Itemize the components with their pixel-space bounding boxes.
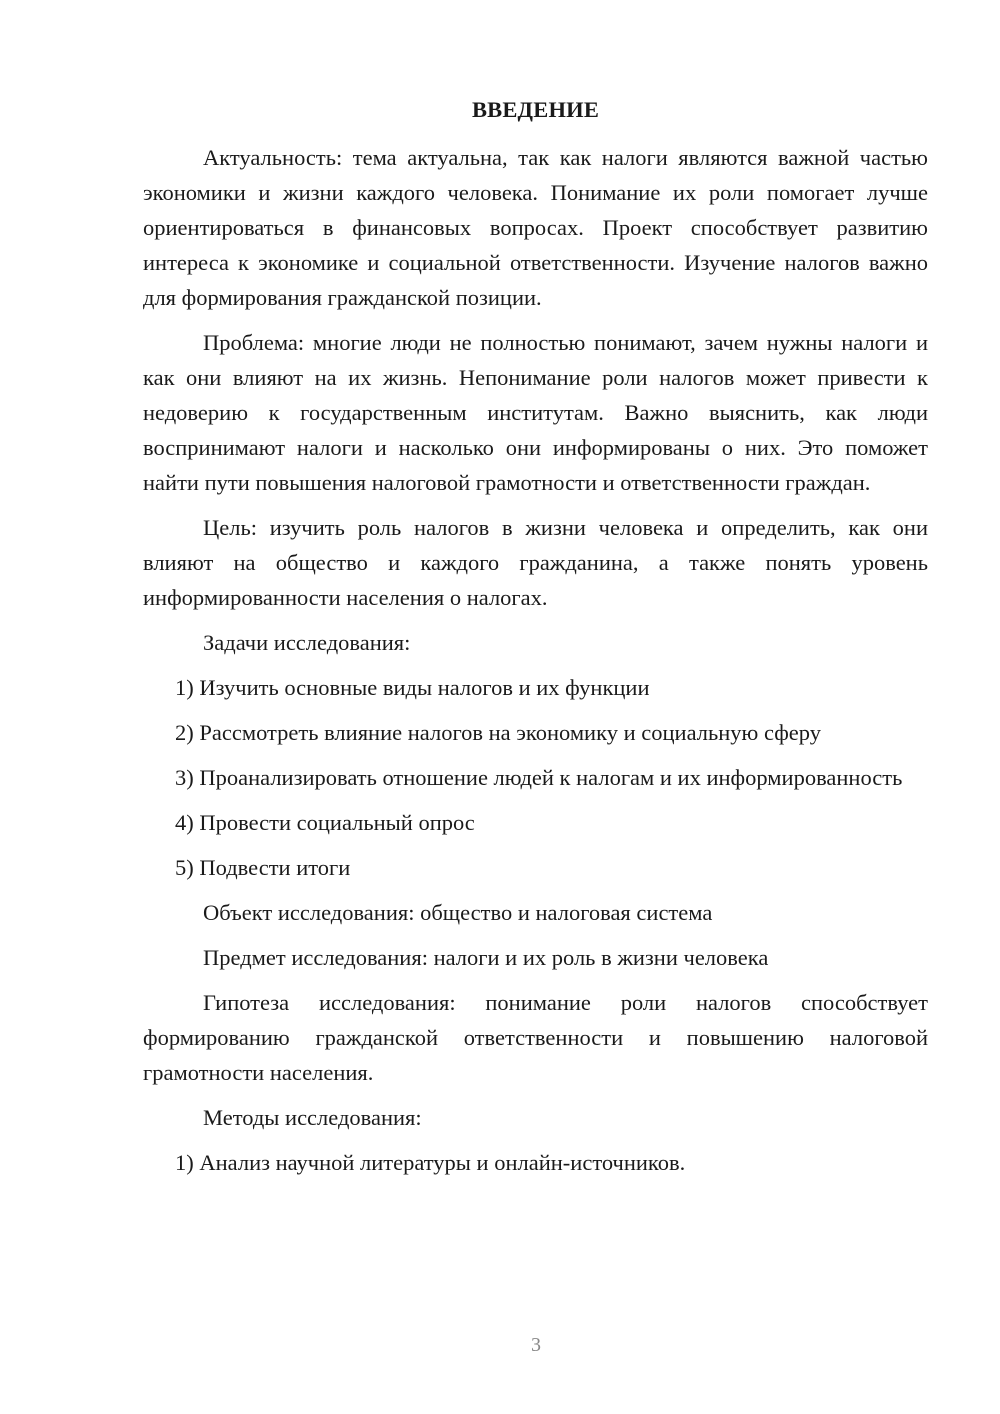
subject-line: Предмет исследования: налоги и их роль в жизни человека: [203, 945, 769, 970]
page-content: [143, 92, 928, 1190]
relevance-paragraph: Актуальность: тема актуальна, так как налоги являются важной частью экономики и жизни каждого человека. Понимание их роли помогает лучше ориентироваться в финансовых вопросах. Проект способствует развитию интереса к экономике и социальной ответственности. Изучение налогов важно для формирования гражданской позиции.: [143, 145, 928, 310]
method-item-1: 1) Анализ научной литературы и онлайн-источников.: [175, 1150, 686, 1175]
page-number: 3: [531, 1334, 541, 1356]
task-item-2: 2) Рассмотреть влияние налогов на экономику и социальную сферу: [175, 720, 821, 745]
section-title: ВВЕДЕНИЕ: [471, 97, 600, 122]
task-item-1: 1) Изучить основные виды налогов и их функции: [175, 675, 650, 700]
task-item-5: 5) Подвести итоги: [175, 855, 351, 880]
problem-paragraph: Проблема: многие люди не полностью понимают, зачем нужны налоги и как они влияют на их жизнь. Непонимание роли налогов может привести к недоверию к государственным институтам. Важно выяснить, как люди воспринимают налоги и насколько они информированы о них. Это поможет найти пути повышения налоговой грамотности и ответственности граждан.: [143, 330, 928, 495]
object-line: Объект исследования: общество и налоговая система: [203, 900, 713, 925]
goal-paragraph: Цель: изучить роль налогов в жизни человека и определить, как они влияют на общество и каждого гражданина, а также понять уровень информированности населения о налогах.: [143, 515, 928, 610]
task-item-4: 4) Провести социальный опрос: [175, 810, 475, 835]
hypothesis-paragraph: Гипотеза исследования: понимание роли налогов способствует формированию гражданской ответственности и повышению налоговой грамотности населения.: [143, 990, 928, 1085]
task-item-3: 3) Проанализировать отношение людей к налогам и их информированность: [175, 765, 903, 790]
methods-heading: Методы исследования:: [203, 1105, 422, 1130]
tasks-heading: Задачи исследования:: [203, 630, 411, 655]
